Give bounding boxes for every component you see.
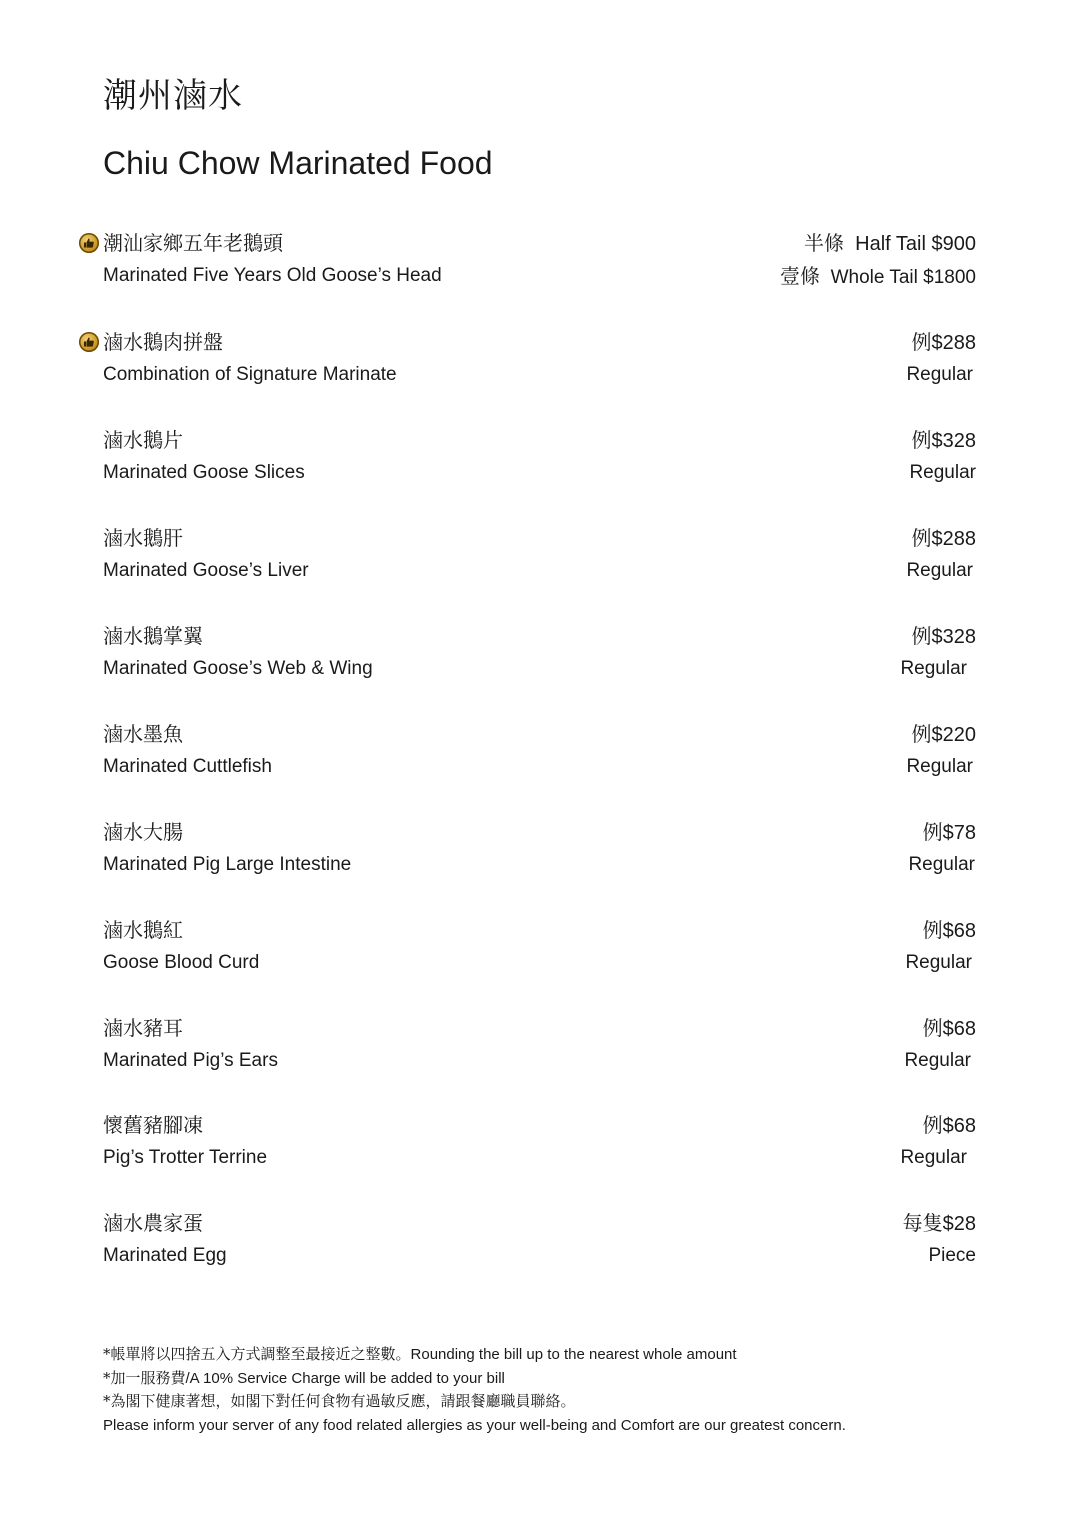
- item-price: [903, 1210, 976, 1237]
- item-name-zh: 滷水農家蛋: [103, 1211, 203, 1235]
- footer-text-zh: *加一服務費: [103, 1368, 186, 1387]
- menu-item-combination: [76, 329, 976, 393]
- thumbs-up-icon: [79, 233, 99, 253]
- item-name-zh: 潮汕家鄉五年老鵝頭: [103, 231, 283, 255]
- price-value: $328: [931, 430, 976, 452]
- page-title-zh: 潮州滷水: [103, 76, 243, 116]
- item-unit: Regular: [906, 560, 973, 581]
- price-value: $68: [942, 920, 976, 942]
- item-name-en: Marinated Cuttlefish: [103, 756, 272, 777]
- item-name-en: Combination of Signature Marinate: [103, 364, 397, 385]
- price-value: $78: [942, 822, 976, 844]
- footer-text-en: Rounding the bill up to the nearest whole amount: [410, 1346, 737, 1363]
- thumbs-up-icon: [79, 332, 99, 352]
- item-name-zh: 滷水鵝掌翼: [103, 624, 203, 648]
- price-label-zh: 例: [911, 624, 932, 648]
- footer-notes: [103, 1343, 1003, 1437]
- price-label-zh: 例: [911, 526, 932, 550]
- price-value: $68: [942, 1018, 976, 1040]
- price-value: $28: [942, 1213, 976, 1235]
- menu-item-pig-ears: [76, 1015, 976, 1079]
- item-price: [912, 427, 977, 454]
- menu-item-goose-slices: [76, 427, 976, 491]
- price-label-zh: 例: [911, 722, 932, 746]
- item-name-en: Marinated Pig Large Intestine: [103, 854, 352, 875]
- item-price-half: [804, 230, 976, 257]
- price-label-zh: 例: [911, 330, 932, 354]
- price-label-zh: 例: [922, 1016, 943, 1040]
- price-label-zh: 每隻: [902, 1211, 943, 1235]
- price-value: $68: [942, 1115, 976, 1137]
- item-name-zh: 滷水鵝紅: [103, 918, 183, 942]
- item-price: [912, 623, 977, 650]
- footer-allergy-note-en: Please inform your server of any food related allergies as your well-being and Comfort are our greatest concern.: [103, 1416, 846, 1434]
- footer-allergy-note-zh: [103, 1390, 1003, 1414]
- item-unit: Regular: [904, 1050, 971, 1071]
- item-name-zh: 滷水鵝片: [103, 428, 183, 452]
- item-name-en: Marinated Goose’s Liver: [103, 560, 309, 581]
- item-name-zh: 懷舊豬腳凍: [103, 1113, 203, 1137]
- menu-item-goose-blood-curd: [76, 917, 976, 981]
- item-name-zh: 滷水大腸: [103, 820, 183, 844]
- menu-item-marinated-egg: [76, 1210, 976, 1274]
- item-name-zh: 滷水豬耳: [103, 1016, 183, 1040]
- item-unit: Regular: [906, 756, 973, 777]
- item-name-en: Marinated Five Years Old Goose’s Head: [103, 265, 442, 286]
- price-value: $220: [931, 724, 976, 746]
- item-unit: Regular: [906, 364, 973, 385]
- item-price-whole: [780, 263, 976, 291]
- item-unit: Regular: [908, 854, 975, 875]
- price-value: $288: [931, 332, 976, 354]
- item-unit: Regular: [900, 1147, 967, 1168]
- item-name-zh: 滷水鵝肝: [103, 526, 183, 550]
- price-value: Half Tail $900: [855, 233, 976, 255]
- price-value: Whole Tail $1800: [830, 267, 976, 288]
- item-name-en: Marinated Goose Slices: [103, 462, 305, 483]
- footer-text-zh: *為閣下健康著想，如閣下對任何食物有過敏反應，請跟餐廳職員聯絡。: [103, 1392, 576, 1410]
- menu-item-trotter-terrine: [76, 1112, 976, 1176]
- price-label-zh: 例: [922, 1113, 943, 1137]
- price-label-zh: 例: [922, 820, 943, 844]
- footer-service-charge-note: [103, 1367, 1003, 1391]
- item-name-en: Marinated Goose’s Web & Wing: [103, 658, 373, 679]
- item-name-zh: 滷水墨魚: [103, 722, 183, 746]
- item-unit: Regular: [909, 462, 976, 483]
- price-value: $288: [931, 528, 976, 550]
- item-price: [923, 819, 976, 846]
- item-unit: Regular: [905, 952, 972, 973]
- menu-item-goose-web-wing: [76, 623, 976, 687]
- price-label-zh: 例: [922, 918, 943, 942]
- item-name-en: Marinated Egg: [103, 1245, 227, 1266]
- item-name-en: Goose Blood Curd: [103, 952, 260, 973]
- item-price: [912, 329, 977, 356]
- item-price: [923, 917, 976, 944]
- item-name-en: Marinated Pig’s Ears: [103, 1050, 278, 1071]
- footer-rounding-note: [103, 1343, 1003, 1367]
- price-value: $328: [931, 626, 976, 648]
- price-label-zh: 半條: [804, 231, 845, 255]
- item-price: [923, 1015, 976, 1042]
- item-price: [912, 721, 977, 748]
- menu-item-goose-head: [76, 230, 976, 294]
- menu-item-cuttlefish: [76, 721, 976, 785]
- page-title-en: Chiu Chow Marinated Food: [103, 145, 493, 181]
- footer-text-zh: *帳單將以四捨五入方式調整至最接近之整數。: [103, 1345, 411, 1363]
- item-price: [912, 525, 977, 552]
- item-unit: Piece: [928, 1245, 976, 1266]
- menu-item-goose-liver: [76, 525, 976, 589]
- price-label-zh: 例: [911, 428, 932, 452]
- item-name-en: Pig’s Trotter Terrine: [103, 1147, 268, 1168]
- item-unit: Regular: [900, 658, 967, 679]
- menu-item-large-intestine: [76, 819, 976, 883]
- price-label-zh: 壹條: [780, 264, 821, 288]
- item-price: [923, 1112, 976, 1139]
- item-name-zh: 滷水鵝肉拼盤: [103, 330, 223, 354]
- footer-text-en: /A 10% Service Charge will be added to your bill: [185, 1369, 505, 1387]
